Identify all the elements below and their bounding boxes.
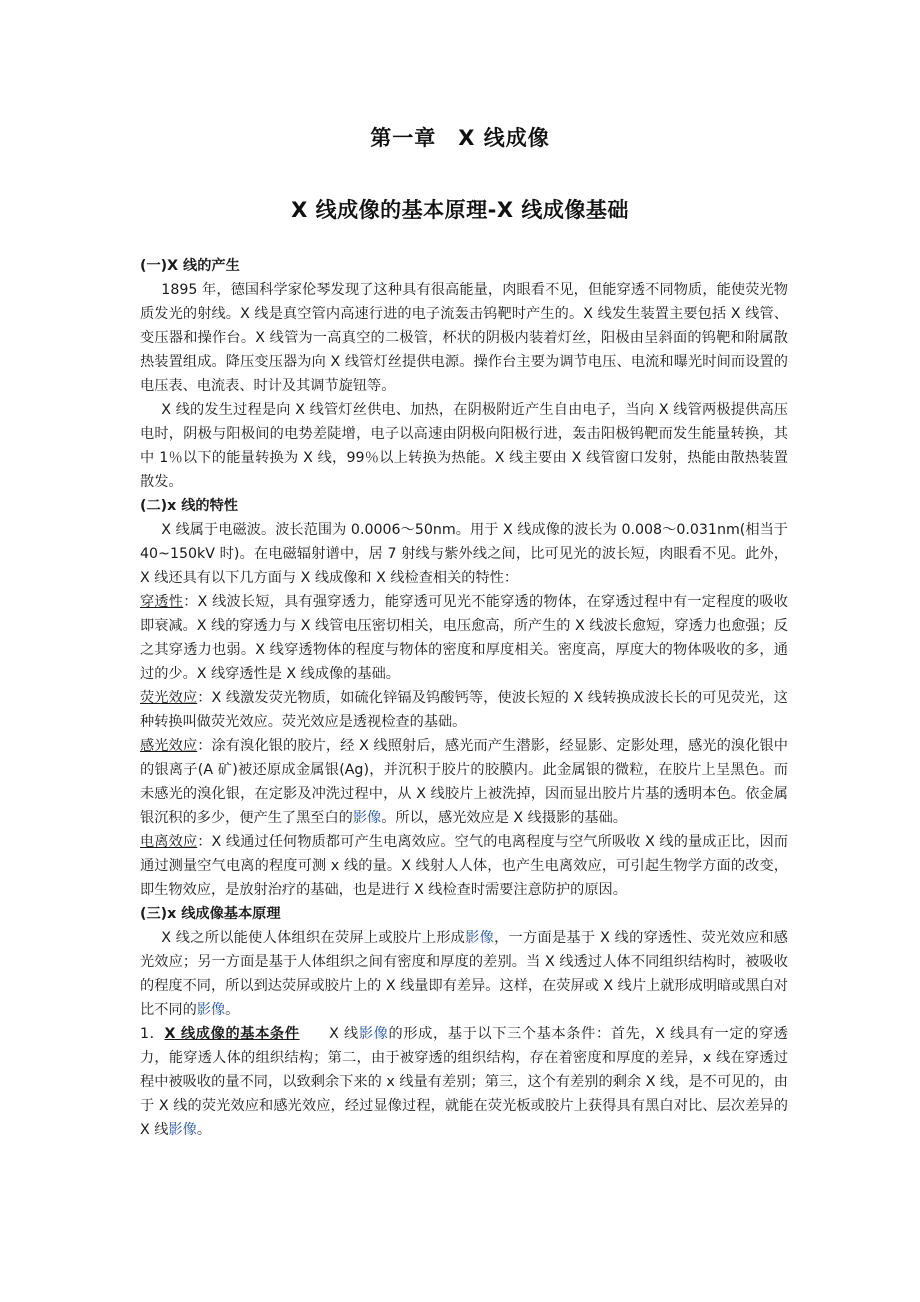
principle-text-b: ，一方面是基于 X 线的穿透性、荧光效应和感光效应；另一方面是基于人体组织之间有密度和厚度的差别。当 X 线透过人体不同组织结构时，被吸收的程度不同，所以到达荧屏或胶片上的 X 线量即有差异。这样，在荧屏或 X 线片上就形成明暗或黑白对比不同的	[140, 930, 788, 1018]
photosensitive-text: ：涂有溴化银的胶片，经 X 线照射后，感光而产生潜影，经显影、定影处理，感光的溴化银中的银离子(A 矿)被还原成金属银(Ag)，并沉积于胶片的胶膜内。此金属银的微粒，在胶片上呈黑色。而未感光的溴化银，在定影及冲洗过程中，从 X 线胶片上被洗掉，因而显出胶片片基的透明本色。依金属银沉积的多少，便产生了黑至白的	[140, 738, 788, 826]
paragraph-discovery: 1895 年，德国科学家伦琴发现了这种具有很高能量，肉眼看不见，但能穿透不同物质，能使荧光物质发光的射线。X 线是真空管内高速行进的电子流轰击钨靶时产生的。X 线发生装置主要包括 X 线管、变压器和操作台。X 线管为一高真空的二极管，杯状的阴极内装着灯丝，阳极由呈斜面的钨靶和附属散热装置组成。降压变压器为向 X 线管灯丝提供电源。操作台主要为调节电压、电流和曝光时间而设置的电压表、电流表、时计及其调节旋钮等。	[140, 282, 788, 394]
photosensitive-text-end: 。所以，感光效应是 X 线摄影的基础。	[381, 810, 627, 826]
conditions-text-b: 的形成，基于以下三个基本条件：首先，X 线具有一定的穿透力，能穿透人体的组织结构；第二，由于被穿透的组织结构，存在着密度和厚度的差异，x 线在穿透过程中被吸收的量不同，以致剩余下来的 x 线量有差别；第三，这个有差别的剩余 X 线，是不可见的，由于 X 线的荧光效应和感光效应，经过显像过程，就能在荧光板或胶片上获得具有黑白对比、层次差异的 X 线	[140, 1026, 788, 1138]
paragraph-ionization	[140, 830, 788, 902]
item-number: 1．	[140, 1026, 165, 1042]
paragraph-basic-conditions	[140, 1022, 788, 1142]
paragraph-fluorescence	[140, 686, 788, 734]
ionization-text: ：X 线通过任何物质都可产生电离效应。空气的电离程度与空气所吸收 X 线的量成正比，因而通过测量空气电离的程度可测 x 线的量。X 线射人人体，也产生电离效应，可引起生物学方面的改变，即生物效应，是放射治疗的基础，也是进行 X 线检查时需要注意防护的原因。	[140, 834, 788, 898]
heading-xray-production: (一)X 线的产生	[140, 258, 240, 274]
paragraph-photosensitive	[140, 734, 788, 830]
link-image[interactable]: 影像	[196, 1002, 226, 1018]
section-title: X 线成像的基本原理-X 线成像基础	[291, 198, 629, 222]
link-image[interactable]: 影像	[352, 810, 382, 826]
term-photosensitive: 感光效应	[140, 738, 198, 754]
principle-text-a: X 线之所以能使人体组织在荧屏上或胶片上形成	[161, 930, 466, 946]
paragraph-generation-process: X 线的发生过程是向 X 线管灯丝供电、加热，在阴极附近产生自由电子，当向 X 线管两极提供高压电时，阴极与阳极间的电势差陡增，电子以高速由阴极向阳极行进，轰击阳极钨靶而发生能量转换，其中 1％以下的能量转换为 X 线，99％以上转换为热能。X 线主要由 X 线管窗口发射，热能由散热装置散发。	[140, 402, 788, 490]
heading-imaging-principle: (三)x 线成像基本原理	[140, 906, 281, 922]
chapter-title: 第一章 X 线成像	[370, 126, 550, 150]
conditions-text-c: 。	[196, 1122, 212, 1138]
term-penetration: 穿透性	[140, 594, 184, 610]
link-image[interactable]: 影像	[168, 1122, 197, 1138]
penetration-text: ：X 线波长短，具有强穿透力，能穿透可见光不能穿透的物体，在穿透过程中有一定程度的吸收即衰减。X 线的穿透力与 X 线管电压密切相关，电压愈高，所产生的 X 线波长愈短，穿透力也愈强；反之其穿透力也弱。X 线穿透物体的程度与物体的密度和厚度相关。密度高，厚度大的物体吸收的多，通过的少。X 线穿透性是 X 线成像的基础。	[140, 594, 788, 682]
conditions-text-a: X 线	[299, 1026, 359, 1042]
paragraph-imaging-principle	[140, 926, 788, 1022]
term-ionization: 电离效应	[140, 834, 198, 850]
heading-xray-properties: (二)x 线的特性	[140, 498, 238, 514]
term-fluorescence: 荧光效应	[140, 690, 198, 706]
fluorescence-text: ：X 线激发荧光物质，如硫化锌镉及钨酸钙等，使波长短的 X 线转换成波长长的可见荧光，这种转换叫做荧光效应。荧光效应是透视检查的基础。	[140, 690, 788, 730]
paragraph-em-wave: X 线属于电磁波。波长范围为 0.0006～50nm。用于 X 线成像的波长为 0.008～0.031nm(相当于 40~150kV 时)。在电磁辐射谱中，居 7 射线与紫外线之间，比可见光的波长短，肉眼看不见。此外，X 线还具有以下几方面与 X 线成像和 X 线检查相关的特性：	[140, 522, 788, 586]
paragraph-penetration	[140, 590, 788, 686]
link-image[interactable]: 影像	[465, 930, 495, 946]
link-image[interactable]: 影像	[358, 1026, 389, 1042]
document-body	[140, 254, 788, 1142]
principle-text-c: 。	[225, 1002, 240, 1018]
item-title: X 线成像的基本条件	[164, 1026, 300, 1042]
